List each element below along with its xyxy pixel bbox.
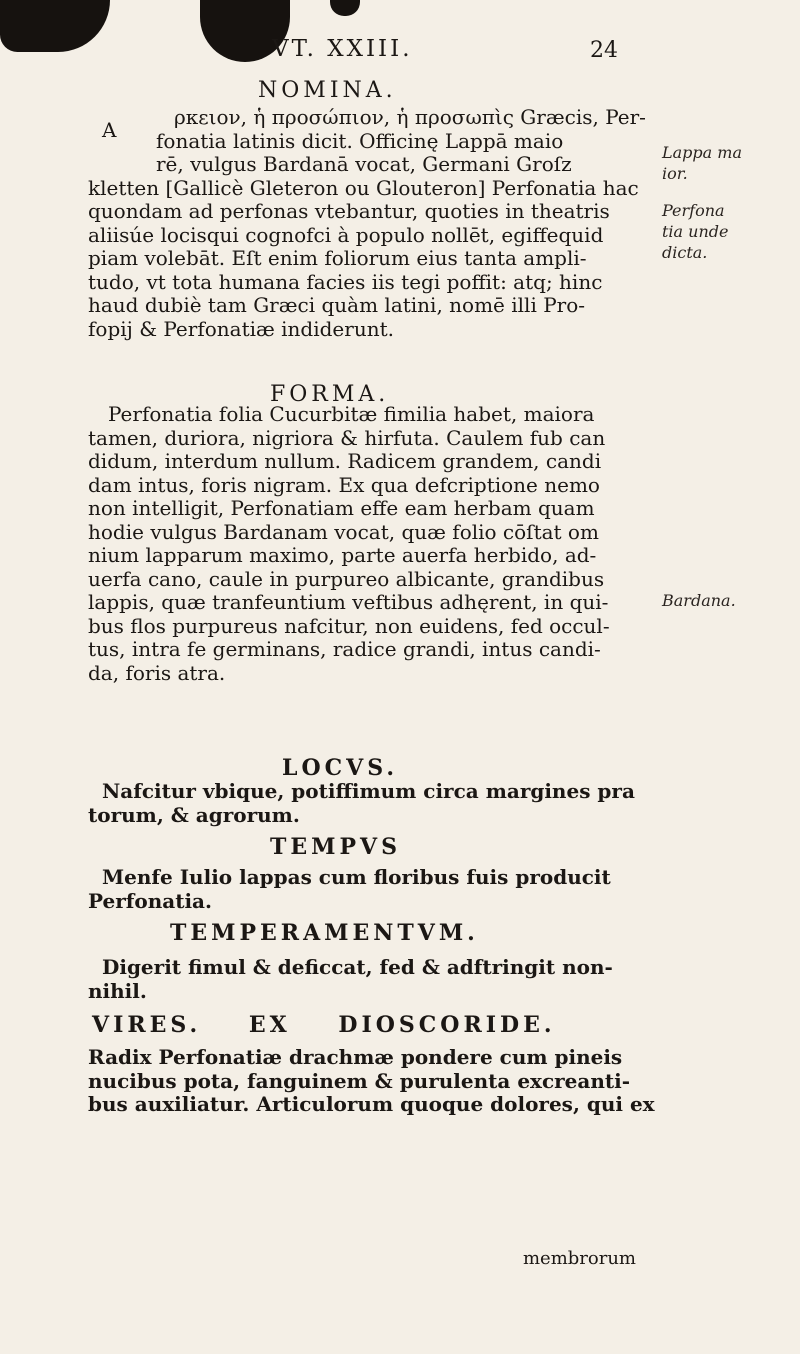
- heading-vires: [92, 1012, 592, 1038]
- text-line: quondam ad perfonas vtebantur, quoties in theatris: [88, 199, 610, 223]
- text-line: non intelligit, Perfonatiam effe eam herbam quam: [88, 496, 595, 520]
- text-line: Digerit fimul & deficcat, fed & adftringit non-: [102, 955, 613, 979]
- text-line: nihil.: [88, 978, 147, 1003]
- text-line: aliisúe locisqui cognofci à populo nollēt, egiffequid: [88, 222, 604, 247]
- paragraph-nomina: [88, 106, 648, 341]
- marginal-note-lappa: [662, 142, 792, 184]
- text-line: rē, vulgus Bardanā vocat, Germani Groſz: [156, 152, 572, 176]
- text-line: kletten [Gallicè Gleteron ou Glouteron] Perfonatia hac: [88, 175, 639, 200]
- margin-line: Bardana.: [662, 591, 736, 610]
- margin-line: ior.: [662, 164, 688, 183]
- catchword: membrorum: [522, 1248, 636, 1269]
- margin-line: Perfona: [662, 201, 725, 220]
- text-line: Perfonatia folia Cucurbitæ fimilia habet, maiora: [108, 402, 595, 426]
- text-line: da, foris atra.: [88, 660, 226, 685]
- margin-line: dicta.: [662, 243, 708, 262]
- running-head: VT. XXIII.: [272, 36, 413, 62]
- text-line: hodie vulgus Bardanam vocat, quæ folio cōſtat om: [88, 519, 599, 544]
- text-line: tus, intra fe germinans, radice grandi, intus candi-: [88, 637, 601, 661]
- text-line: uerfa cano, caule in purpureo albicante, grandibus: [88, 566, 605, 591]
- text-line: nucibus pota, fanguinem & purulenta excreanti-: [88, 1068, 631, 1093]
- paragraph-temperamentum: [88, 956, 648, 1003]
- text-line: fonatia latinis dicit. Officinę Lappā maio: [156, 128, 564, 153]
- text-line: piam volebāt. Eſt enim foliorum eius tanta ampli-: [88, 246, 587, 270]
- text-line: Nafcitur vbique, potiffimum circa margines pra: [102, 779, 635, 803]
- text-line: tudo, vt tota humana facies iis tegi poffit: atq; hinc: [88, 269, 603, 294]
- text-line: bus flos purpureus nafcitur, non euidens, fed occul-: [88, 613, 610, 638]
- margin-letter: A: [102, 118, 117, 142]
- page-number: 24: [590, 38, 618, 63]
- text-line: torum, & agrorum.: [88, 802, 300, 827]
- text-line: nium lapparum maximo, parte auerfa herbido, ad-: [88, 543, 597, 567]
- text-line: didum, interdum nullum. Radicem grandem, candi: [88, 449, 602, 473]
- marginal-note-personatia: [662, 200, 792, 263]
- margin-line: tia unde: [662, 222, 729, 241]
- text-line: tamen, duriora, nigriora & hirfuta. Caulem fub can: [88, 425, 606, 450]
- text-line: fopij & Perfonatiæ indiderunt.: [88, 316, 394, 341]
- paragraph-vires: [88, 1045, 655, 1117]
- heading-word: DIOSCORIDE.: [338, 1012, 556, 1038]
- text-line: Perfonatia.: [88, 888, 212, 913]
- ink-blot: [0, 0, 110, 52]
- text-line: Menfe Iulio lappas cum floribus fuis producit: [102, 865, 611, 889]
- paragraph-locus: [88, 780, 648, 827]
- text-line: Radix Perfonatiæ drachmæ pondere cum pineis: [88, 1045, 623, 1069]
- heading-tempus: TEMPVS: [270, 834, 401, 860]
- paragraph-forma: [88, 403, 648, 685]
- text-line: dam intus, foris nigram. Ex qua defcriptione nemo: [88, 472, 600, 497]
- paragraph-tempus: [88, 866, 648, 913]
- text-line: haud dubiè tam Græci quàm latini, nomē illi Pro-: [88, 293, 586, 317]
- text-line: ρκειον, ἡ προσώπιον, ἡ προσωπὶς Græcis, Per-: [174, 105, 646, 129]
- ink-blot: [330, 0, 360, 16]
- heading-forma: FORMA.: [270, 382, 390, 407]
- margin-line: Lappa ma: [662, 143, 742, 162]
- heading-nomina: NOMINA.: [258, 78, 397, 103]
- text-line: bus auxiliatur. Articulorum quoque dolores, qui ex: [88, 1092, 655, 1116]
- text-line: lappis, quæ tranfeuntium veftibus adhęrent, in qui-: [88, 590, 609, 614]
- heading-locus: LOCVS.: [282, 755, 398, 781]
- heading-temperamentum: TEMPERAMENTVM.: [170, 920, 479, 946]
- heading-word: EX: [248, 1012, 291, 1038]
- heading-word: VIRES.: [92, 1012, 202, 1038]
- marginal-note-bardana: [662, 590, 792, 611]
